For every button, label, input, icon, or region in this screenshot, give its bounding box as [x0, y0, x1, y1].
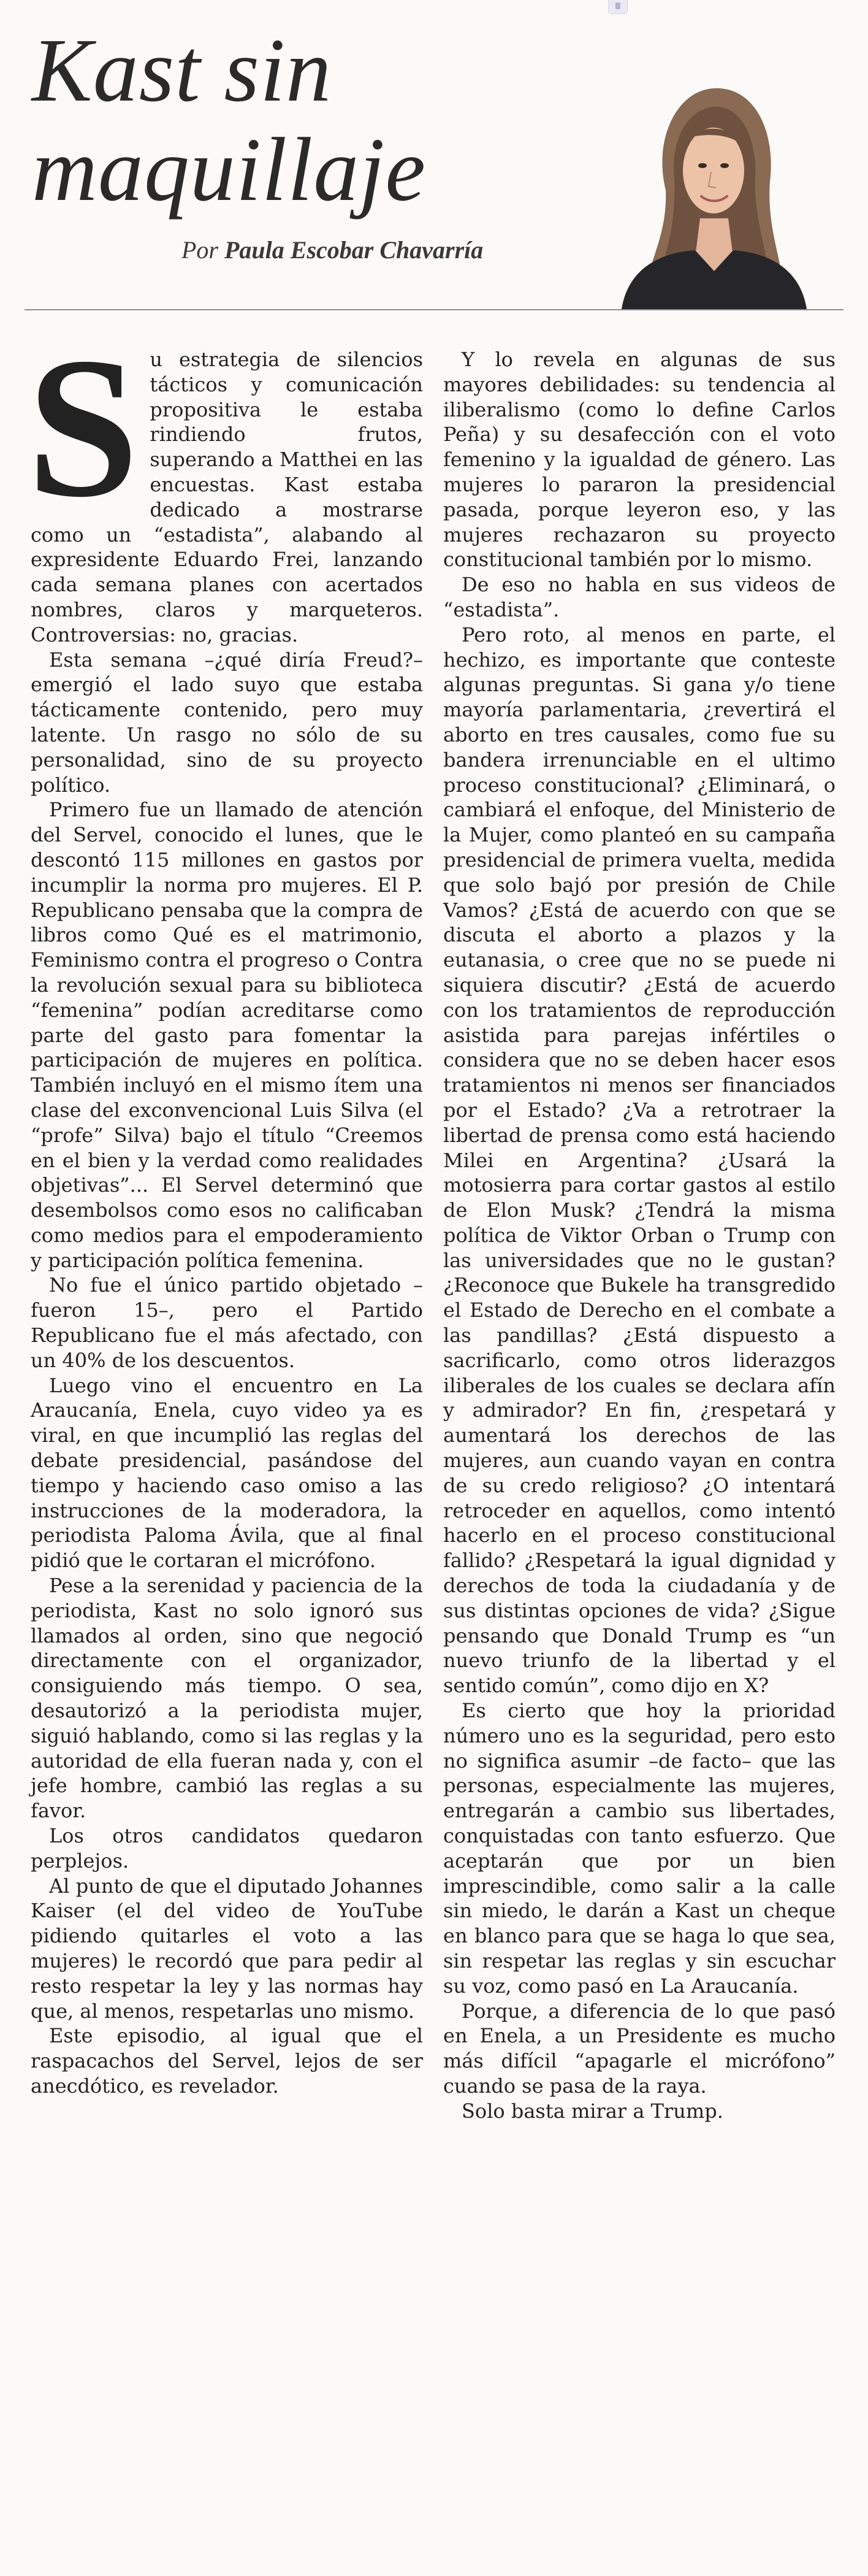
byline-prefix: Por: [181, 236, 218, 264]
paragraph: Solo basta mirar a Trump.: [462, 2099, 723, 2123]
header-rule: [25, 309, 843, 310]
paragraph: Es cierto que hoy la prioridad número uno es la seguridad, pero esto no significa asumir –de facto– que las personas, especialmente las mujeres, entregarán a cambio sus libertades, conquistadas con tanto esfuerzo. Que aceptarán que por un bien imprescindible, como salir a la calle sin miedo, le darán a Kast un cheque en blanco para que se haga lo que sea, sin respetar las reglas y sin escuchar su voz, como pasó en La Araucanía.: [443, 1699, 836, 1998]
headline-line-1: Kast sin: [32, 20, 332, 121]
tab-icon: [608, 0, 628, 14]
paragraph: Pero roto, al menos en parte, el hechizo, es importante que conteste algunas preguntas. Si gana y/o tiene mayoría parlamentaria, ¿revertirá el aborto en tres causales, como fue su bandera irrenunciable en el ultimo proceso constitucional? ¿Eliminará, o cambiará el enfoque, del Ministerio de la Mujer, como planteó en su campaña presidencial de primera vuelta, medida que solo bajó por presión de Chile Vamos? ¿Está de acuerdo con que se discuta el aborto a plazos y la eutanasia, o cree que no se puede ni siquiera discutir? ¿Está de acuerdo con los tratamientos de reproducción asistida para parejas infértiles o considera que no se deben hacer esos tratamientos ni menos ser financiados por el Estado? ¿Va a retrotraer la libertad de prensa como está haciendo Milei en Argentina? ¿Usará la motosierra para cortar gastos al estilo de Elon Musk? ¿Tendrá la misma política de Viktor Orban o Trump con las universidades que no le gustan? ¿Reconoce que Bukele ha transgredido el Estado de Derecho en el combate a las pandillas? ¿Está dispuesto a sacrificarlo, como otros liderazgos iliberales de los cuales se declara afín y admirador? En fin, ¿respetará y aumentará los derechos de las mujeres, aun cuando vayan en contra de su credo religioso? ¿O intentará retroceder en aquellos, como intentó hacerlo en el proceso constitucional fallido? ¿Respetará la igual dignidad y derechos de toda la ciudadanía y de sus distintas opciones de vida? ¿Sigue pensando que Donald Trump es “un nuevo triunfo de la libertad y el sentido común”, como dijo en X?: [443, 623, 836, 1698]
paragraph: Esta semana –¿qué diría Freud?– emergió el lado suyo que estaba tácticamente contenido, pero muy latente. Un rasgo no sólo de su personalidad, sino de su proyecto político.: [31, 648, 423, 797]
author-photo: [597, 74, 813, 309]
article-column-right: [443, 347, 836, 2124]
paragraph: Al punto de que el diputado Johannes Kaiser (el del video de YouTube pidiendo quitarles el voto a las mujeres) le recordó que para pedir al resto respetar la ley y las normas hay que, al menos, respetarlas uno mismo.: [31, 1874, 423, 2023]
article-column-left: [27, 316, 423, 2099]
headline-line-2: maquillaje: [32, 120, 427, 220]
paragraph: Este episodio, al igual que el raspacachos del Servel, lejos de ser anecdótico, es revelador.: [31, 2024, 423, 2098]
headline: [32, 21, 571, 220]
author-name: Paula Escobar Chavarría: [224, 236, 484, 264]
paragraph: Primero fue un llamado de atención del Servel, conocido el lunes, que le descontó 115 millones en gastos por incumplir la norma pro mujeres. El P. Republicano pensaba que la compra de libros como Qué es el matrimonio, Feminismo contra el progreso o Contra la revolución sexual para su biblioteca “femenina” podían acreditarse como parte del gasto para fomentar la participación de mujeres en política. También incluyó en el mismo ítem una clase del exconvencional Luis Silva (el “profe” Silva) bajo el título “Creemos en el bien y la verdad como realidades objetivas”... El Servel determinó que desembolsos como esos no calificaban como medios para el empoderamiento y participación política femenina.: [31, 798, 423, 1272]
paragraph: [27, 316, 423, 648]
paragraph: Y lo revela en algunas de sus mayores debilidades: su tendencia al iliberalismo (como lo define Carlos Peña) y su desafección con el voto femenino y la igualdad de género. Las mujeres lo pararon la presidencial pasada, porque leyeron eso, y las mujeres rechazaron su proyecto constitucional también por lo mismo.: [443, 348, 836, 572]
paragraph: Los otros candidatos quedaron perplejos.: [31, 1824, 423, 1873]
paragraph: Pese a la serenidad y paciencia de la periodista, Kast no solo ignoró sus llamados al orden, sino que negoció directamente con el organizador, consiguiendo más tiempo. O sea, desautorizó a la periodista mujer, siguió hablando, como si las reglas y la autoridad de ella fueran nada y, con el jefe hombre, cambió las reglas a su favor.: [31, 1574, 423, 1823]
paragraph: No fue el único partido objetado –fueron 15–, pero el Partido Republicano fue el más afectado, con un 40% de los descuentos.: [31, 1273, 423, 1372]
drop-cap: S: [27, 316, 139, 539]
byline: [181, 236, 598, 264]
paragraph: De eso no habla en sus videos de “estadista”.: [443, 573, 836, 621]
paragraph: Luego vino el encuentro en La Araucanía, Enela, cuyo video ya es viral, en que incumplió las reglas del debate presidencial, pasándose del tiempo y haciendo caso omiso a las instrucciones de la moderadora, la periodista Paloma Ávila, que al final pidió que le cortaran el micrófono.: [31, 1373, 423, 1573]
paragraph: Porque, a diferencia de lo que pasó en Enela, a un Presidente es mucho más difícil “apagarle el micrófono” cuando se pasa de la raya.: [443, 1999, 836, 2098]
paragraph-text: u estrategia de silencios tácticos y comunicación propositiva le estaba rindiendo frutos, superando a Matthei en las encuestas. Kast estaba dedicado a mostrarse como un “estadista”, alabando al expresidente Eduardo Frei, lanzando cada semana planes con acertados nombres, claros y marqueteros. Controversias: no, gracias.: [31, 348, 423, 646]
